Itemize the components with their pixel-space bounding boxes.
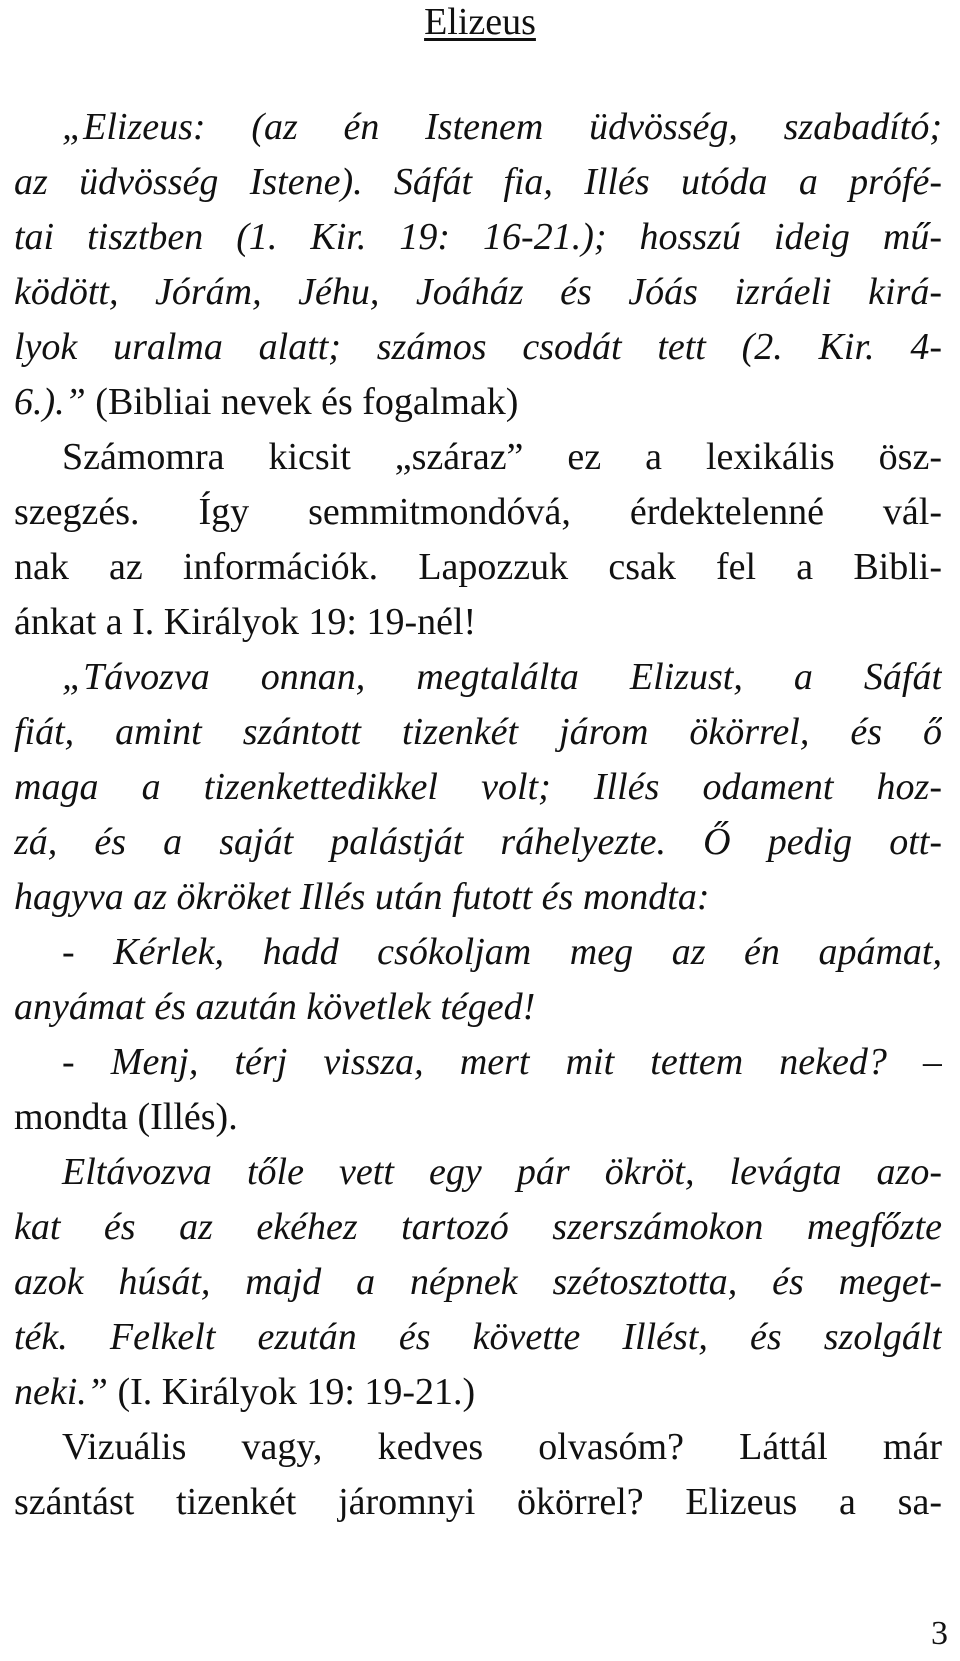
text-line bbox=[14, 1255, 942, 1310]
text-line bbox=[14, 1310, 942, 1365]
text-segment: Számomra kicsit „száraz” ez a lexikális ösz- bbox=[62, 436, 942, 478]
text-line bbox=[14, 705, 942, 760]
text-line bbox=[14, 540, 942, 595]
text-line bbox=[14, 1145, 942, 1200]
page-title: Elizeus bbox=[424, 1, 536, 43]
text-segment: azok húsát, majd a népnek szétosztotta, és meget- bbox=[14, 1261, 942, 1303]
text-segment: hagyva az ökröket Illés után futott és mondta: bbox=[14, 876, 710, 918]
text-line bbox=[14, 155, 942, 210]
text-segment: zá, és a saját palástját ráhelyezte. Ő pedig ott- bbox=[14, 821, 942, 863]
text-line bbox=[14, 1200, 942, 1255]
text-line bbox=[14, 1035, 942, 1090]
text-segment: maga a tizenkettedikkel volt; Illés odament hoz- bbox=[14, 766, 942, 808]
text-line bbox=[14, 815, 942, 870]
text-line bbox=[14, 650, 942, 705]
text-line bbox=[14, 595, 942, 650]
text-segment: anyámat és azután követlek téged! bbox=[14, 986, 536, 1028]
text-segment: 6.).” bbox=[14, 381, 86, 423]
text-segment: ánkat a I. Királyok 19: 19-nél! bbox=[14, 601, 477, 643]
text-segment: „Elizeus: (az én Istenem üdvösség, szabadító; bbox=[62, 106, 942, 148]
text-line bbox=[14, 100, 942, 155]
text-segment: Eltávozva tőle vett egy pár ökröt, levágta azo- bbox=[62, 1151, 942, 1193]
text-line bbox=[14, 430, 942, 485]
text-segment: szegzés. Így semmitmondóvá, érdektelenné vál- bbox=[14, 491, 942, 533]
text-segment: „Távozva onnan, megtalálta Elizust, a Sáfát bbox=[62, 656, 942, 698]
text-segment: tai tisztben (1. Kir. 19: 16-21.); hosszú ideig mű- bbox=[14, 216, 942, 258]
text-segment: nak az információk. Lapozzuk csak fel a Bibli- bbox=[14, 546, 942, 588]
text-segment: - Kérlek, hadd csókoljam meg az én apámat, bbox=[62, 931, 942, 973]
text-line bbox=[14, 1475, 942, 1530]
text-line bbox=[14, 1365, 942, 1420]
body-text bbox=[14, 100, 942, 1530]
text-line bbox=[14, 1420, 942, 1475]
text-segment: lyok uralma alatt; számos csodát tett (2. Kir. 4- bbox=[14, 326, 942, 368]
text-segment: szántást tizenkét járomnyi ökörrel? Elizeus a sa- bbox=[14, 1481, 942, 1523]
text-segment: ték. Felkelt ezután és követte Illést, és szolgált bbox=[14, 1316, 942, 1358]
text-line bbox=[14, 760, 942, 815]
text-line bbox=[14, 925, 942, 980]
text-segment: neki.” bbox=[14, 1371, 108, 1413]
text-segment: fiát, amint szántott tizenkét járom ökörrel, és ő bbox=[14, 711, 942, 753]
text-segment: ködött, Jórám, Jéhu, Joáház és Jóás izráeli kirá- bbox=[14, 271, 942, 313]
page-number: 3 bbox=[931, 1615, 948, 1652]
text-segment: mondta (Illés). bbox=[14, 1096, 238, 1138]
text-segment: az üdvösség Istene). Sáfát fia, Illés utóda a prófé- bbox=[14, 161, 942, 203]
text-line bbox=[14, 1090, 942, 1145]
text-line bbox=[14, 870, 942, 925]
text-segment: Vizuális vagy, kedves olvasóm? Láttál már bbox=[62, 1426, 942, 1468]
text-segment: (I. Királyok 19: 19-21.) bbox=[107, 1371, 476, 1413]
text-segment: - Menj, térj vissza, mert mit tettem neked? – bbox=[62, 1041, 942, 1083]
text-line bbox=[14, 265, 942, 320]
text-line bbox=[14, 320, 942, 375]
text-segment: kat és az ekéhez tartozó szerszámokon megfőzte bbox=[14, 1206, 942, 1248]
text-line bbox=[14, 980, 942, 1035]
text-segment: (Bibliai nevek és fogalmak) bbox=[85, 381, 519, 423]
text-line bbox=[14, 485, 942, 540]
text-line bbox=[14, 375, 942, 430]
text-line bbox=[14, 210, 942, 265]
